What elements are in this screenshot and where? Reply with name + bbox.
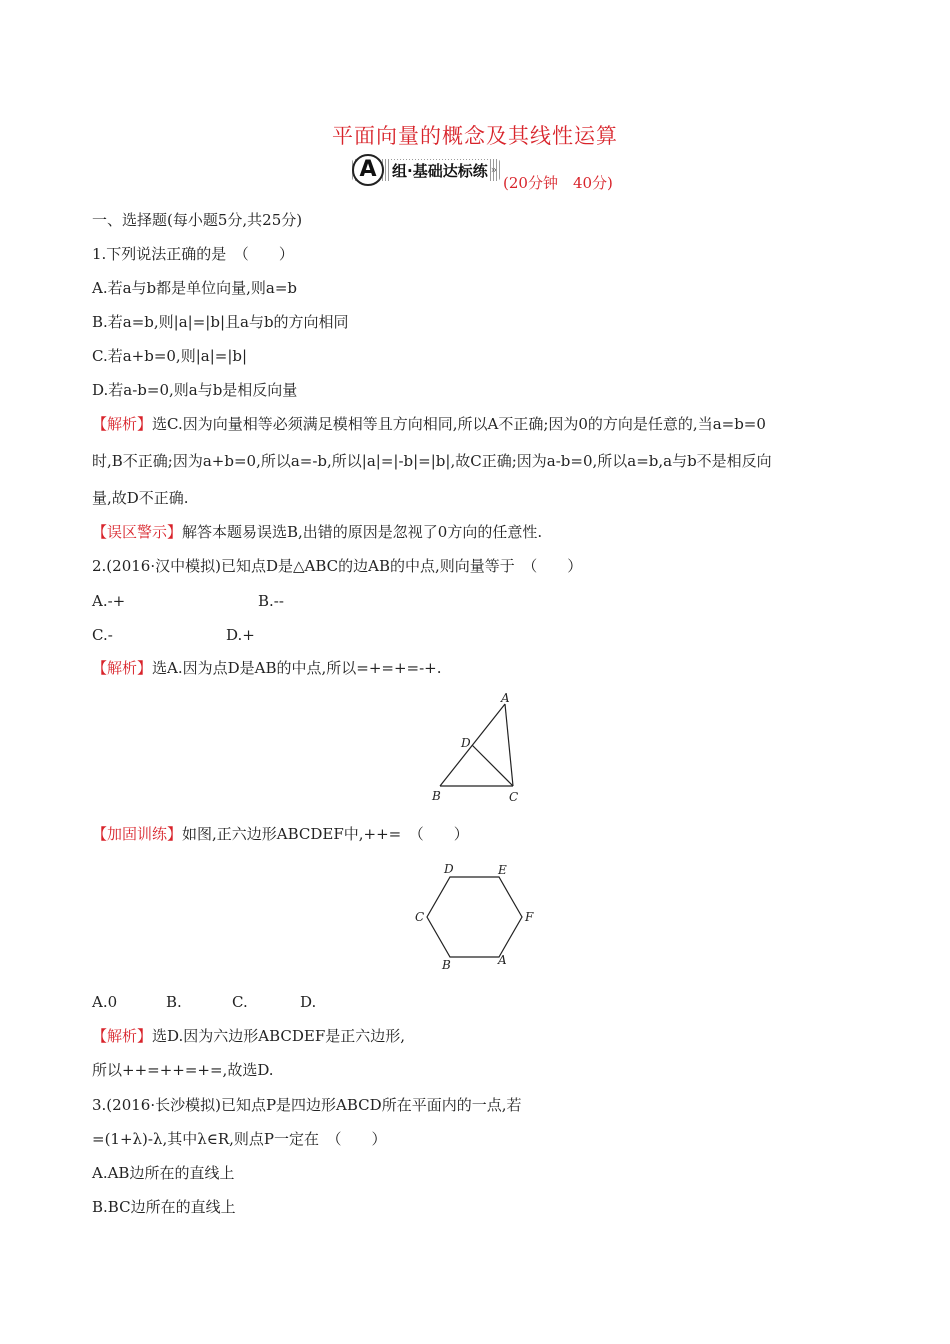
reinforce-option-b: B.: [166, 993, 182, 1011]
reinforce-stem: [92, 824, 469, 844]
badge-arrow-icon: »: [490, 164, 497, 176]
q3-stem-line-1: 3.(2016·长沙模拟)已知点P是四边形ABCD所在平面内的一点,若: [92, 1096, 522, 1114]
hexagon-label-b: B: [442, 958, 451, 972]
hexagon-shape: [427, 877, 522, 957]
triangle-label-d: D: [461, 736, 471, 750]
reinforce-analysis-label: 【解析】: [92, 1027, 153, 1045]
section-header: 一、选择题(每小题5分,共25分): [92, 211, 303, 229]
time-note: (20分钟 40分): [503, 174, 613, 192]
q3-option-b: B.BC边所在的直线上: [92, 1198, 236, 1216]
triangle-figure: [425, 690, 530, 808]
triangle-label-c: C: [509, 790, 519, 804]
page-title: 平面向量的概念及其线性运算: [332, 124, 618, 148]
hexagon-label-d: D: [444, 862, 454, 876]
reinforce-option-c: C.: [232, 993, 248, 1011]
q1-warning: [92, 522, 542, 542]
hexagon-label-e: E: [498, 863, 507, 877]
q1-warning-text: 解答本题易误选B,出错的原因是忽视了0方向的任意性.: [182, 523, 543, 541]
q1-option-d: D.若a-b=0,则a与b是相反向量: [92, 381, 298, 399]
q2-option-c: C.-: [92, 626, 113, 644]
q1-analysis-text-1: 选C.因为向量相等必须满足模相等且方向相同,所以A不正确;因为0的方向是任意的,当a=b=0: [152, 415, 766, 433]
reinforce-analysis-line-1: [92, 1026, 405, 1046]
q1-analysis-line-1: [92, 414, 766, 434]
reinforce-text: 如图,正六边形ABCDEF中,++= （ ）: [182, 825, 469, 843]
hexagon-label-a: A: [498, 953, 507, 967]
q2-analysis-label: 【解析】: [92, 659, 153, 677]
q1-stem: 1.下列说法正确的是 （ ）: [92, 245, 294, 263]
reinforce-option-d: D.: [300, 993, 317, 1011]
badge-letter: A: [352, 154, 384, 186]
triangle-side-ca: [505, 704, 513, 786]
q3-stem-line-2: =(1+λ)-λ,其中λ∈R,则点P一定在 （ ）: [92, 1130, 387, 1148]
reinforce-analysis-line-2: 所以++=++=+=,故选D.: [92, 1061, 274, 1079]
hexagon-label-f: F: [525, 910, 534, 924]
triangle-label-a: A: [501, 691, 510, 705]
q3-option-a: A.AB边所在的直线上: [92, 1164, 235, 1182]
q1-warning-label: 【误区警示】: [92, 523, 183, 541]
q2-analysis: [92, 658, 442, 678]
q2-option-a: A.-+: [92, 592, 126, 610]
q1-option-a: A.若a与b都是单位向量,则a=b: [92, 279, 298, 297]
q1-analysis-line-2: 时,B不正确;因为a+b=0,所以a=-b,所以|a|=|-b|=|b|,故C正确;因为a-b=0,所以a=b,a与b不是相反向: [92, 452, 772, 470]
q1-option-c: C.若a+b=0,则|a|=|b|: [92, 347, 248, 365]
q2-stem: 2.(2016·汉中模拟)已知点D是△ABC的边AB的中点,则向量等于 （ ）: [92, 557, 583, 575]
triangle-label-b: B: [432, 789, 441, 803]
reinforce-label: 【加固训练】: [92, 825, 183, 843]
reinforce-option-a: A.0: [92, 993, 118, 1011]
q1-option-b: B.若a=b,则|a|=|b|且a与b的方向相同: [92, 313, 349, 331]
triangle-median-dc: [472, 745, 513, 786]
group-badge: [352, 155, 497, 185]
hexagon-label-c: C: [415, 910, 425, 924]
reinforce-analysis-text-1: 选D.因为六边形ABCDEF是正六边形,: [152, 1027, 406, 1045]
q1-analysis-label: 【解析】: [92, 415, 153, 433]
hexagon-figure: [410, 860, 540, 975]
q1-analysis-line-3: 量,故D不正确.: [92, 489, 189, 507]
q2-option-b: B.--: [258, 592, 284, 610]
badge-text: 组·基础达标练: [392, 161, 488, 180]
q2-analysis-text: 选A.因为点D是AB的中点,所以=+=+=-+.: [152, 659, 442, 677]
q2-option-d: D.+: [226, 626, 255, 644]
